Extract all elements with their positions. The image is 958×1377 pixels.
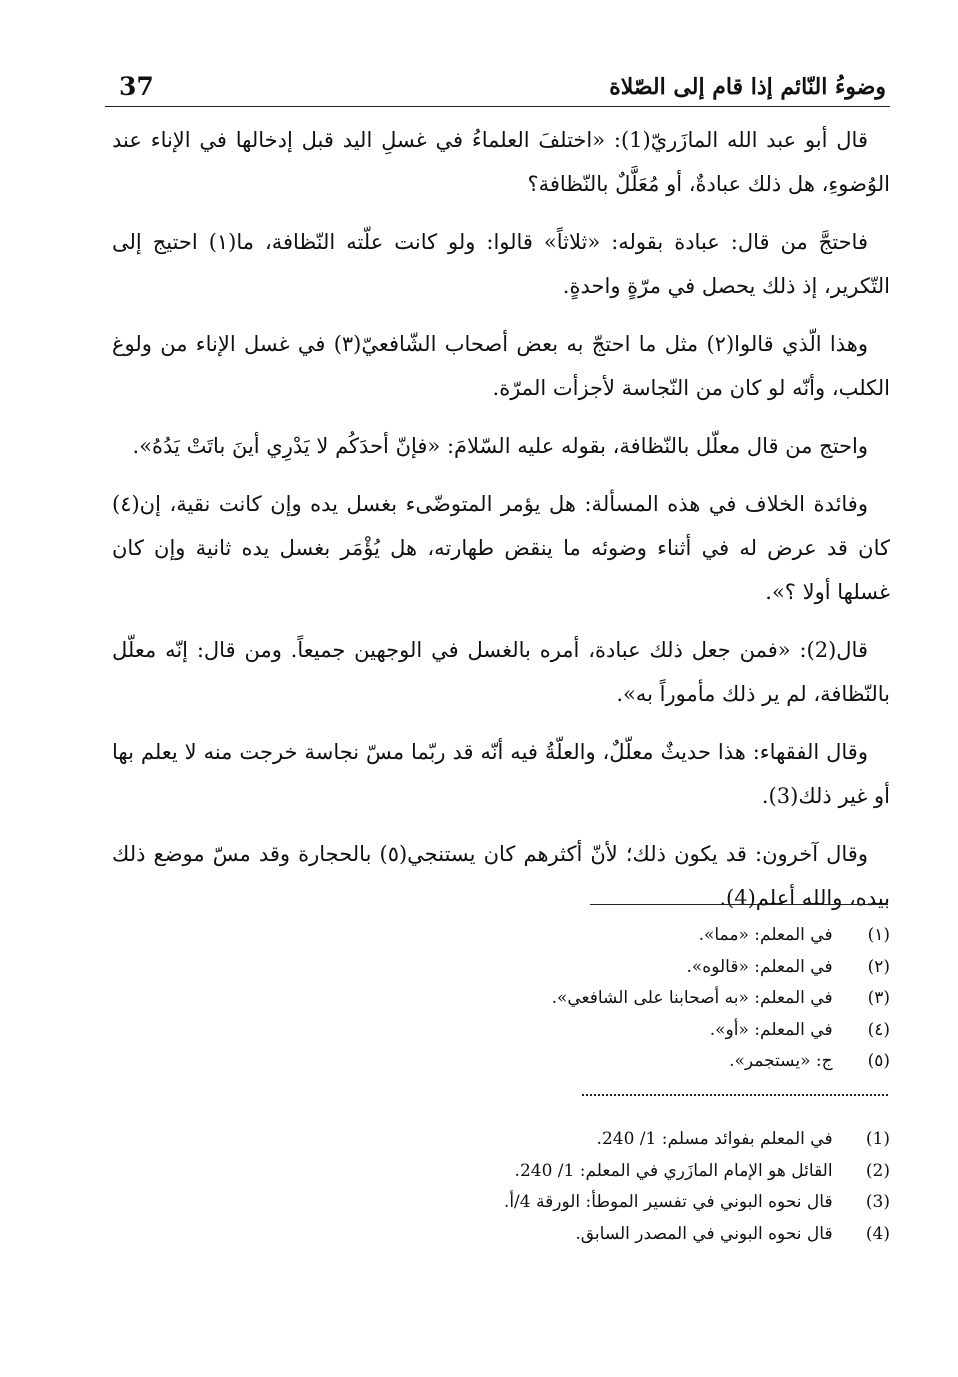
footnote-text: قال نحوه البوني في المصدر السابق. <box>575 1223 833 1244</box>
footnote-item <box>170 1046 890 1078</box>
footnote-item <box>170 1156 890 1188</box>
footnote-number: (٥) <box>867 1051 890 1071</box>
footnote-text: في المعلم بفوائد مسلم: 1/ 240. <box>596 1129 833 1149</box>
footnote-number: (٤) <box>867 1019 890 1040</box>
footnote-item <box>170 952 890 984</box>
footnote-number: (3) <box>865 1192 890 1212</box>
footnote-item <box>170 983 890 1015</box>
footnote-number: (1) <box>865 1129 890 1149</box>
running-title: وضوءُ النّائم إذا قام إلى الصّلاة <box>609 74 886 100</box>
footnote-text: في المعلم: «مما». <box>698 925 833 945</box>
footnote-text: ج: «يستجمر». <box>729 1051 833 1071</box>
footnote-number: (٢) <box>867 956 890 977</box>
footnote-item <box>170 1187 890 1219</box>
footnote-number: (4) <box>865 1223 890 1244</box>
footnote-separator-line <box>590 904 888 905</box>
footnote-item <box>170 920 890 952</box>
paragraph: وهذا الّذي قالوا(٢) مثل ما احتجّ به بعض أصحاب الشّافعيّ(٣) في غسل الإناء من ولوغ الكلب، وأنّه لو كان من النّجاسة لأجزأت المرّة. <box>112 332 890 400</box>
footnote-number: (١) <box>867 925 890 945</box>
footnote-text: القائل هو الإمام المازَري في المعلم: 1/ 240. <box>514 1160 833 1181</box>
paragraph: قال(2): «فمن جعل ذلك عبادة، أمره بالغسل في الوجهين جميعاً. ومن قال: إنّه معلّل بالنّظافة، لم ير ذلك مأموراً به». <box>112 638 890 706</box>
footnotes-latin-numbered <box>170 1124 890 1250</box>
paragraph: وقال آخرون: قد يكون ذلك؛ لأنّ أكثرهم كان يستنجي(٥) بالحجارة وقد مسّ موضع ذلك بيده، والله أعلم(4). <box>112 842 890 910</box>
footnote-number: (2) <box>865 1160 890 1181</box>
footnote-item <box>170 1015 890 1047</box>
paragraph: وفائدة الخلاف في هذه المسألة: هل يؤمر المتوضّىء بغسل يده وإن كانت نقية، إن(٤) كان قد عرض له في أثناء وضوئه ما ينقض طهارته، هل يُؤْمَر بغسل يده ثانية وإن كان غسلها أولا ؟». <box>112 492 890 604</box>
footnote-number: (٣) <box>867 988 890 1008</box>
page-number: 37 <box>119 72 154 101</box>
main-text <box>112 118 890 934</box>
footnote-text: في المعلم: «به أصحابنا على الشافعي». <box>551 988 833 1008</box>
footnotes-arabic-numbered <box>170 920 890 1078</box>
footnote-item <box>170 1219 890 1251</box>
footnote-text: في المعلم: «قالوه». <box>686 956 833 977</box>
page-header <box>105 68 890 107</box>
paragraph: واحتج من قال معلّل بالنّظافة، بقوله عليه السّلامَ: «فإنّ أحدَكُم لا يَدْرِي أينَ باتَتْ يَدُهُ». <box>132 434 868 458</box>
footnote-item <box>170 1124 890 1156</box>
footnote-dotted-separator <box>582 1094 888 1096</box>
paragraph: فاحتجَّ من قال: عبادة بقوله: «ثلاثاً» قالوا: ولو كانت علّته النّظافة، ما(١) احتيج إلى التّكرير، إذ ذلك يحصل في مرّةٍ واحدةٍ. <box>112 230 890 298</box>
footnote-text: قال نحوه البوني في تفسير الموطأ: الورقة 4/أ. <box>503 1192 833 1212</box>
footnote-text: في المعلم: «أو». <box>709 1019 833 1040</box>
paragraph: وقال الفقهاء: هذا حديثٌ معلّلٌ، والعلّةُ فيه أنّه قد ربّما مسّ نجاسة خرجت منه لا يعلم بها أو غير ذلك(3). <box>112 740 890 808</box>
paragraph: قال أبو عبد الله المازَريّ(1): «اختلفَ العلماءُ في غسلِ اليد قبل إدخالها في الإناء عند الوُضوءِ، هل ذلك عبادةٌ، أو مُعَلَّلٌ بالنّظافة؟ <box>112 128 890 196</box>
